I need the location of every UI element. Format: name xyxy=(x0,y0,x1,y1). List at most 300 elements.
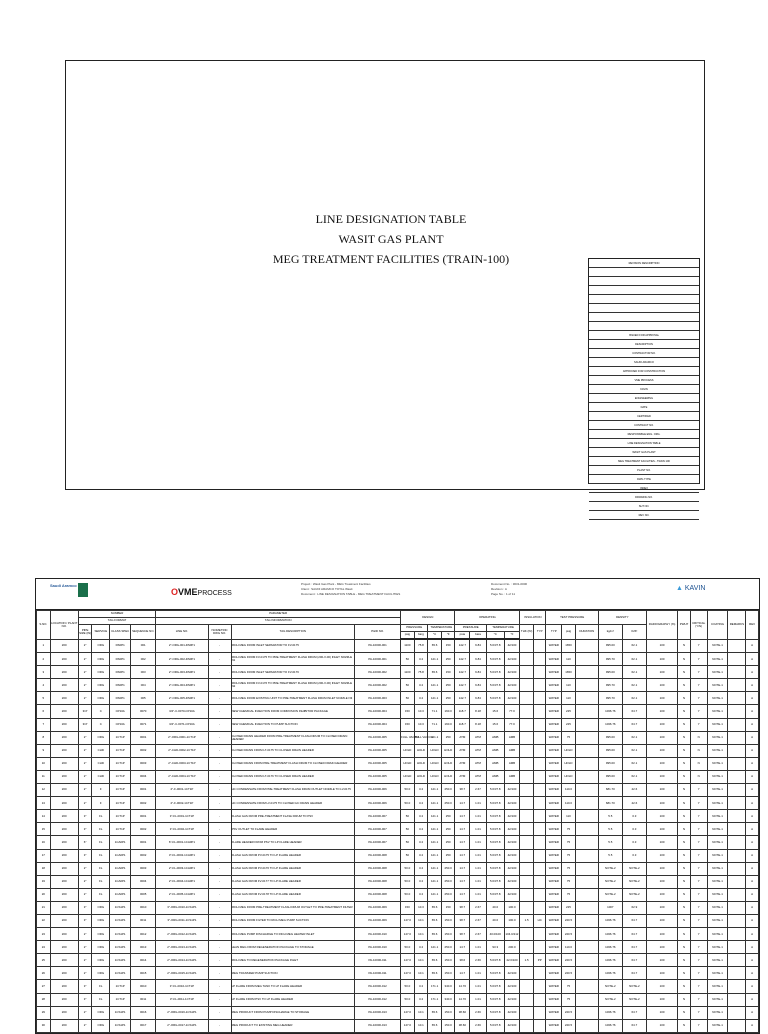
table-cell: 3/4"-C-0070-CP10A xyxy=(156,705,208,718)
table-cell xyxy=(533,1006,546,1019)
table-cell: CLOSED DRAIN FROM LT-0175 TO CLOSED DRAIN HEADER xyxy=(231,744,354,757)
table-cell: 995.00 xyxy=(598,770,622,783)
table-cell: 001 xyxy=(131,639,156,653)
table-cell xyxy=(520,980,534,993)
table-cell: A xyxy=(746,914,759,927)
table-cell: MEG PRODUCT FROM PUMP DISCHARGE TO STORAGE xyxy=(231,1006,354,1019)
table-cell: 0.3 xyxy=(622,849,646,862)
table-cell: 10.1 xyxy=(414,967,428,980)
table-cell: 2.66 xyxy=(470,954,487,967)
table-cell: 1.01 xyxy=(470,849,487,862)
table-cell: 150 xyxy=(401,718,415,731)
table-cell: 220.5 xyxy=(562,1019,576,1032)
table-cell: Y xyxy=(690,914,707,927)
table-cell: 3"-FL-0001-1CT1P xyxy=(156,810,208,823)
table-cell: 3"-FL-0002-1CA0P1 xyxy=(156,849,208,862)
table-cell: 2 xyxy=(37,653,51,666)
table-cell: 50.0 xyxy=(401,888,415,901)
table-cell: 3/4" xyxy=(78,718,92,731)
table-cell xyxy=(728,770,746,783)
table-cell: HOLD xyxy=(562,744,576,757)
table-cell: 2" xyxy=(78,1019,92,1032)
vme-logo-mark: O xyxy=(171,587,179,597)
table-cell xyxy=(575,888,598,901)
table-cell: N xyxy=(678,744,691,757)
table-cell: 1CT1P xyxy=(110,980,131,993)
table-cell: HOLD xyxy=(562,757,576,770)
table-cell xyxy=(520,1006,534,1019)
table-cell xyxy=(533,679,546,692)
table-cell: A xyxy=(746,757,759,770)
table-cell: 200 xyxy=(50,836,78,849)
table-cell: 200 xyxy=(50,1006,78,1019)
table-cell: Y xyxy=(690,849,707,862)
table-cell: NOTE-1 xyxy=(707,849,728,862)
table-cell: NOTE-2 xyxy=(622,888,646,901)
table-cell: WATER xyxy=(546,666,562,679)
table-cell: 75 xyxy=(562,823,576,836)
table-cell: DS0P1 xyxy=(110,679,131,692)
table-cell: 42/100 xyxy=(504,797,520,810)
table-cell: 5.6/37.8 xyxy=(486,1019,504,1032)
table-cell xyxy=(533,705,546,718)
table-cell: 6"-FL-0001-1CA0P1 xyxy=(156,836,208,849)
table-cell: 1CS1P1 xyxy=(110,914,131,927)
table-cell: 0013 xyxy=(131,941,156,954)
table-cell: 100 xyxy=(646,810,677,823)
table-cell: N xyxy=(678,849,691,862)
table-cell: WATER xyxy=(546,784,562,797)
table-cell: 0011 xyxy=(131,914,156,927)
table-cell: 100 xyxy=(646,731,677,744)
table-cell: 64.7 xyxy=(622,705,646,718)
table-cell: 19 xyxy=(37,875,51,888)
table-cell: PA-10000-001 xyxy=(355,639,401,653)
table-cell: A xyxy=(746,639,759,653)
table-cell xyxy=(575,914,598,927)
table-cell: 118.7 xyxy=(455,718,470,731)
table-cell: CLOSED DRAIN HEADER FROM PRE-TREATMENT FLASH DRUM TO CLOSED DRAIN HEADER xyxy=(231,731,354,744)
table-cell: N xyxy=(678,705,691,718)
table-cell: 121.1 xyxy=(428,731,442,744)
table-cell: 110 xyxy=(562,653,576,666)
table-cell: HOLD xyxy=(401,744,415,757)
table-cell: N xyxy=(678,784,691,797)
table-cell: - xyxy=(208,967,231,980)
table-cell: HOLD xyxy=(428,757,442,770)
table-cell: 3.4 xyxy=(414,823,428,836)
table-cell: 62.9 xyxy=(622,901,646,914)
table-cell: 1.01 xyxy=(470,941,487,954)
table-cell: WATER xyxy=(546,862,562,875)
table-cell xyxy=(575,875,598,888)
table-cell: 100 xyxy=(646,639,677,653)
table-cell: A xyxy=(746,797,759,810)
table-cell xyxy=(520,823,534,836)
table-cell xyxy=(520,666,534,679)
table-cell: F xyxy=(92,797,110,810)
table-cell: 0002 xyxy=(131,744,156,757)
table-cell: 14.7 xyxy=(455,797,470,810)
table-cell: 3/4"-C-0071-CP10A xyxy=(156,718,208,731)
table-cell: 3.4 xyxy=(414,993,428,1006)
table-cell: 250 xyxy=(441,692,455,705)
title-block-row: DWG TYPE xyxy=(589,475,699,484)
table-cell: 200 xyxy=(50,928,78,941)
table-cell: 5.6/37.8 xyxy=(486,797,504,810)
table-cell: N xyxy=(678,679,691,692)
table-cell: Y xyxy=(690,836,707,849)
table-cell: ATM xyxy=(470,757,487,770)
table-cell: PA-10000-013 xyxy=(355,1019,401,1032)
table-cell: AMB xyxy=(504,731,520,744)
table-cell xyxy=(728,849,746,862)
table-cell: FLASH GAS FROM PV-0176 TO LP FLARE HEADER xyxy=(231,862,354,875)
table-cell: 100 xyxy=(646,757,677,770)
table-cell: 2" xyxy=(78,666,92,679)
table-cell: 0016 xyxy=(131,1006,156,1019)
table-cell: 42/100 xyxy=(504,653,520,666)
table-cell: 5.6/37.8 xyxy=(486,810,504,823)
table-cell: WATER xyxy=(546,731,562,744)
table-cell: 7 xyxy=(37,718,51,731)
unit-psig: psig xyxy=(401,632,415,640)
table-cell: 0002 xyxy=(131,797,156,810)
table-cell: 75 xyxy=(562,875,576,888)
table-cell: AMB xyxy=(504,757,520,770)
table-cell: 121.1 xyxy=(428,679,442,692)
table-cell: A xyxy=(746,901,759,914)
table-cell: 14.70 xyxy=(455,980,470,993)
table-cell: 2" xyxy=(78,928,92,941)
table-cell: PA-10000-012 xyxy=(355,980,401,993)
cover-titles xyxy=(246,209,536,269)
table-cell: 2"-ORG-005-DS0P1 xyxy=(156,692,208,705)
table-cell: 62.1 xyxy=(622,744,646,757)
table-cell: 38.60 xyxy=(455,1019,470,1032)
table-cell: 100 xyxy=(646,705,677,718)
table-cell: 1036.76 xyxy=(598,954,622,967)
table-cell: 5.5 xyxy=(598,823,622,836)
table-cell: 200 xyxy=(50,862,78,875)
table-cell: 200 xyxy=(50,993,78,1006)
table-cell: NOTE-2 xyxy=(598,993,622,1006)
table-cell: - xyxy=(208,941,231,954)
table-cell: - xyxy=(208,849,231,862)
table-row xyxy=(37,836,759,849)
table-cell: 2"-ORG-0001-1CT1P xyxy=(156,731,208,744)
table-cell: 142.7 xyxy=(455,639,470,653)
table-cell: RICH MEG FROM INLET SEPARATOR TO FV-0176 xyxy=(231,666,354,679)
table-cell: 62.1 xyxy=(622,679,646,692)
table-cell: HOLD xyxy=(441,744,455,757)
table-cell: 2"-F-0002-1CT1P xyxy=(156,797,208,810)
table-cell: 1650 xyxy=(562,639,576,653)
table-cell: 200 xyxy=(50,875,78,888)
table-cell: 200.0 xyxy=(504,941,520,954)
table-cell: 995.70 xyxy=(598,653,622,666)
table-cell: WATER xyxy=(546,692,562,705)
table-cell: A xyxy=(746,653,759,666)
table-cell xyxy=(575,679,598,692)
table-cell: 42/100 xyxy=(504,692,520,705)
table-cell: 65.6 xyxy=(428,901,442,914)
table-cell xyxy=(533,967,546,980)
table-body xyxy=(37,639,759,1032)
table-cell: 200 xyxy=(50,757,78,770)
table-cell: 1CT1P xyxy=(110,993,131,1006)
table-cell: 121.1 xyxy=(428,849,442,862)
table-cell: 2"-ORG-002-DS0P1 xyxy=(156,653,208,666)
table-cell: N xyxy=(678,862,691,875)
table-row xyxy=(37,810,759,823)
table-cell: 147.0 xyxy=(401,954,415,967)
table-cell: 104.0/212 xyxy=(504,928,520,941)
table-cell: NOTE-1 xyxy=(707,875,728,888)
table-cell xyxy=(728,954,746,967)
table-cell: N xyxy=(678,875,691,888)
table-cell: 14.7 xyxy=(455,967,470,980)
table-cell: AMB xyxy=(486,770,504,783)
table-cell: 21 xyxy=(37,901,51,914)
table-cell: Y xyxy=(690,797,707,810)
table-cell: 200 xyxy=(50,653,78,666)
table-cell: 6 xyxy=(37,705,51,718)
table-cell: 200 xyxy=(50,731,78,744)
table-cell: A xyxy=(746,731,759,744)
table-cell: 005 xyxy=(131,692,156,705)
table-cell: PA-10000-006 xyxy=(355,797,401,810)
table-cell: - xyxy=(208,705,231,718)
table-cell: RICH MEG FROM EXISTING UNIT TO PRE-TREATMENT FLASH DRUM INLET NOZZLE N3 xyxy=(231,692,354,705)
table-cell: 15.6 xyxy=(486,705,504,718)
table-cell: NOTE-1 xyxy=(707,718,728,731)
table-cell: NOTE-2 xyxy=(622,875,646,888)
saudi-aramco-logo: Saudi Aramco xyxy=(50,583,77,588)
table-cell: 100 xyxy=(646,666,677,679)
table-cell: 142.7 xyxy=(455,692,470,705)
title-block-row: DESCRIPTION xyxy=(589,340,699,349)
table-cell: 62.1 xyxy=(622,666,646,679)
table-cell: 1036.76 xyxy=(598,914,622,927)
table-cell: - xyxy=(208,757,231,770)
table-cell xyxy=(520,718,534,731)
table-cell: A xyxy=(746,928,759,941)
table-cell: Y xyxy=(690,954,707,967)
table-cell: N xyxy=(678,639,691,653)
table-cell: 50.0 xyxy=(401,784,415,797)
table-cell: ORG xyxy=(92,901,110,914)
table-cell: NEW CHEMICAL INJECTION FROM CORROSION INHIBITOR PACKAGE xyxy=(231,705,354,718)
table-cell: 50 xyxy=(401,679,415,692)
table-cell: 42.6 xyxy=(622,784,646,797)
col-pipe-size: PIPE SIZE (IN) xyxy=(78,625,92,640)
table-cell: 5.6/37.8 xyxy=(486,784,504,797)
title-block-row: ISSUED FOR APPROVAL xyxy=(589,331,699,340)
col-criticality: CRITICAL (Y/N) xyxy=(690,611,707,640)
title-block-row xyxy=(589,313,699,322)
table-cell: LP FLARE FROM MEG TANK TO LP FLARE HEADER xyxy=(231,980,354,993)
title-block-row: MEG TREATMENT FACILITIES - TRAIN 100 xyxy=(589,457,699,466)
table-cell: 200 xyxy=(50,954,78,967)
table-row xyxy=(37,901,759,914)
table-cell: RICH MEG FROM INLET SEPARATOR TO FV-0175 xyxy=(231,639,354,653)
table-cell: WATER xyxy=(546,980,562,993)
table-cell: NOTE-1 xyxy=(707,928,728,941)
table-cell: 17 xyxy=(37,849,51,862)
table-cell: 121.1 xyxy=(428,797,442,810)
table-cell: 3.4 xyxy=(414,692,428,705)
title-block-row: WASIT GAS PLANT xyxy=(589,448,699,457)
table-cell: 38.7 xyxy=(455,784,470,797)
table-cell: 65.6 xyxy=(428,914,442,927)
table-cell: 62.1 xyxy=(622,731,646,744)
table-cell: Y xyxy=(690,901,707,914)
table-cell: 50.0 xyxy=(401,993,415,1006)
table-cell: HOLD xyxy=(428,744,442,757)
table-row xyxy=(37,967,759,980)
table-cell: - xyxy=(208,928,231,941)
table-cell: 75.8 xyxy=(414,666,428,679)
table-cell xyxy=(728,692,746,705)
table-cell: PA-10000-004 xyxy=(355,718,401,731)
table-cell: 6" xyxy=(78,836,92,849)
table-cell: 64.7 xyxy=(622,954,646,967)
table-cell: NOTE-1 xyxy=(707,836,728,849)
table-cell: 100 xyxy=(646,797,677,810)
table-cell: A xyxy=(746,941,759,954)
table-cell: 1CS1P1 xyxy=(110,941,131,954)
table-cell: RICH MEG FROM PRE-TREATMENT FLASH DRUM OUTLET TO PRE-TREATMENT FILTER xyxy=(231,901,354,914)
table-cell: N xyxy=(678,770,691,783)
table-cell: NOTE-1 xyxy=(707,967,728,980)
table-cell: 2" xyxy=(78,653,92,666)
table-cell xyxy=(520,928,534,941)
table-cell: 3.4 xyxy=(414,797,428,810)
table-cell: 121.1 xyxy=(428,692,442,705)
table-cell: 3.4 xyxy=(414,849,428,862)
col-coating: COATING xyxy=(707,611,728,640)
table-cell xyxy=(575,849,598,862)
table-cell: N xyxy=(678,888,691,901)
table-cell: PA-10000-005 xyxy=(355,770,401,783)
table-row xyxy=(37,770,759,783)
table-cell xyxy=(728,705,746,718)
table-cell: 142.7 xyxy=(455,679,470,692)
table-cell: 200 xyxy=(50,679,78,692)
vme-logo-rest: PROCESS xyxy=(197,590,232,597)
project-info xyxy=(301,582,400,597)
table-row xyxy=(37,679,759,692)
table-cell: 150.0 xyxy=(441,1006,455,1019)
table-cell xyxy=(533,888,546,901)
table-cell xyxy=(533,941,546,954)
table-cell: 62.1 xyxy=(622,757,646,770)
table-cell: 200 xyxy=(50,941,78,954)
table-cell: 50.0 xyxy=(401,797,415,810)
table-cell: MEG TRANSFER PUMP SUCTION xyxy=(231,967,354,980)
table-cell xyxy=(533,653,546,666)
table-row xyxy=(37,692,759,705)
table-cell: WATER xyxy=(546,941,562,954)
table-cell: Y xyxy=(690,823,707,836)
table-cell: Y xyxy=(690,875,707,888)
table-cell: 250 xyxy=(441,731,455,744)
table-cell: 75 xyxy=(562,980,576,993)
table-cell: 100 xyxy=(646,980,677,993)
table-cell: 14.70 xyxy=(455,993,470,1006)
table-cell: ORG xyxy=(92,666,110,679)
table-cell: PA-10000-001 xyxy=(355,653,401,666)
table-cell: 3/4" xyxy=(78,705,92,718)
table-cell: 250.0 xyxy=(441,875,455,888)
table-cell xyxy=(520,875,534,888)
table-cell: 150.0 xyxy=(441,1019,455,1032)
table-cell: 14 xyxy=(37,810,51,823)
table-cell xyxy=(728,928,746,941)
unit-c: °C xyxy=(428,632,442,640)
table-cell: WATER xyxy=(546,875,562,888)
table-cell: 0.3 xyxy=(622,810,646,823)
table-cell: 42/100 xyxy=(504,1006,520,1019)
table-cell: AMB xyxy=(486,744,504,757)
table-cell: A xyxy=(746,993,759,1006)
col-line-no: LINE NO. xyxy=(156,625,208,640)
table-cell: NOTE-1 xyxy=(707,941,728,954)
table-cell: 9.84 xyxy=(470,679,487,692)
table-cell: 14.7 xyxy=(455,836,470,849)
table-cell: 995.00 xyxy=(598,757,622,770)
table-cell: 3" xyxy=(78,810,92,823)
table-cell: 3.4 xyxy=(414,784,428,797)
table-cell: 22 xyxy=(37,914,51,927)
table-cell: A xyxy=(746,666,759,679)
table-cell: 110 xyxy=(562,692,576,705)
title-block-row xyxy=(589,268,699,277)
table-cell: 340.0 xyxy=(441,993,455,1006)
table-cell: 40.0 xyxy=(486,901,504,914)
table-cell: 1CS1P1 xyxy=(110,901,131,914)
title-block-row: DRAWING NO. xyxy=(589,493,699,502)
table-cell: 2.67 xyxy=(470,784,487,797)
table-cell xyxy=(575,823,598,836)
table-cell: 42/100 xyxy=(504,836,520,849)
title-block-row xyxy=(589,277,699,286)
table-cell: PA-10000-007 xyxy=(355,823,401,836)
table-cell: NOTE-1 xyxy=(707,810,728,823)
table-cell: PA-10000-008 xyxy=(355,849,401,862)
table-row xyxy=(37,875,759,888)
unit-bara: bara xyxy=(470,632,487,640)
table-cell: 200 xyxy=(50,784,78,797)
table-cell: 2.67 xyxy=(470,901,487,914)
table-cell: 64.7 xyxy=(622,928,646,941)
table-cell: 2"-ORG-004-DS0P1 xyxy=(156,679,208,692)
table-cell: 250 xyxy=(441,679,455,692)
table-cell: 142.7 xyxy=(455,653,470,666)
table-cell: 3.4 xyxy=(414,679,428,692)
table-cell: 42/100 xyxy=(504,784,520,797)
table-cell: 200 xyxy=(50,914,78,927)
table-cell: WATER xyxy=(546,718,562,731)
vme-logo-bold: VME xyxy=(178,587,198,597)
table-cell xyxy=(575,993,598,1006)
table-row xyxy=(37,666,759,679)
table-cell: 50 xyxy=(401,849,415,862)
table-cell: Y xyxy=(690,639,707,653)
table-cell: 64.7 xyxy=(622,718,646,731)
table-cell: 1036.76 xyxy=(598,705,622,718)
